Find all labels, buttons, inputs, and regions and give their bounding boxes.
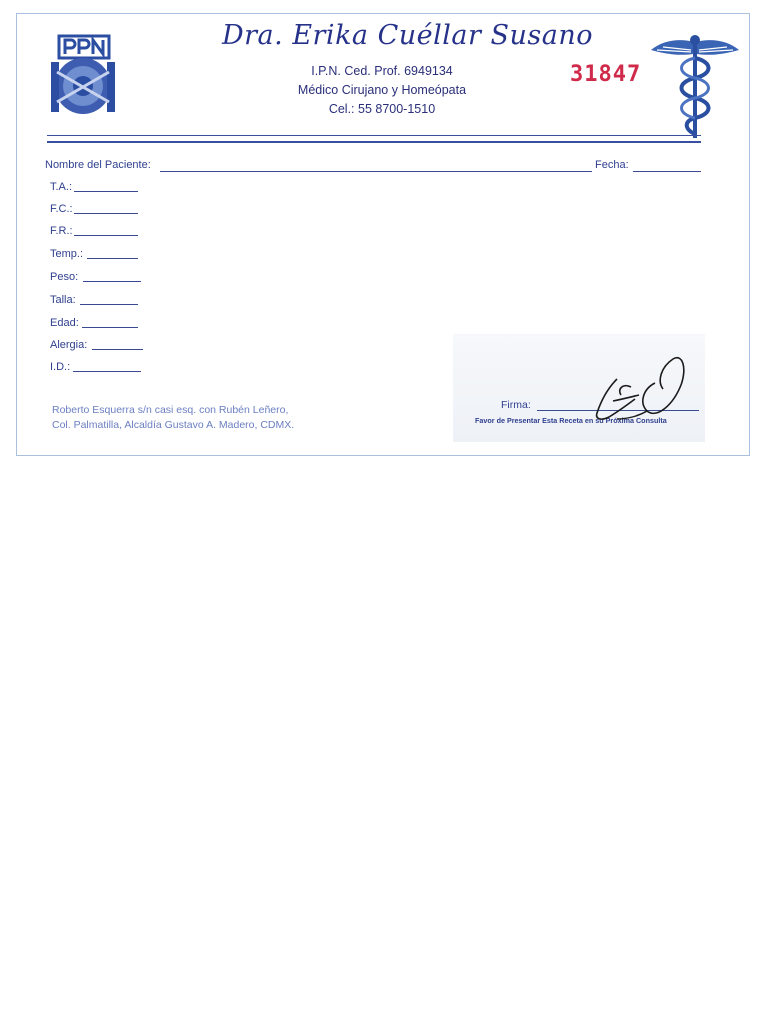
phone-number: Cel.: 55 8700-1510 (328, 102, 436, 116)
patient-name-line[interactable] (160, 171, 592, 172)
vital-label-id: I.D.: (50, 361, 71, 373)
caduceus-icon (649, 28, 741, 142)
vital-label-fr: F.R.: (50, 225, 73, 237)
vital-line-ta[interactable] (74, 191, 138, 192)
next-visit-note: Favor de Presentar Esta Receta en su Próxima Consulta (475, 416, 667, 425)
address-line-2: Col. Palmatilla, Alcaldía Gustavo A. Madero, CDMX. (52, 419, 295, 431)
vital-line-temp[interactable] (87, 258, 138, 259)
ipn-seal-icon (47, 32, 119, 118)
vital-label-ta: T.A.: (50, 181, 73, 193)
doctor-name: Dra. Erika Cuéllar Susano (222, 20, 593, 51)
address-line-1: Roberto Esquerra s/n casi esq. con Rubén Leñero, (52, 404, 289, 416)
vital-line-peso[interactable] (83, 281, 141, 282)
vital-line-talla[interactable] (80, 304, 138, 305)
vital-line-id[interactable] (73, 371, 141, 372)
date-line[interactable] (633, 171, 701, 172)
vital-line-fr[interactable] (74, 235, 138, 236)
vital-line-fc[interactable] (74, 213, 138, 214)
signature-label: Firma: (501, 399, 531, 411)
handwritten-signature (577, 339, 707, 425)
vital-label-fc: F.C.: (50, 203, 73, 215)
header-rule-bottom (47, 141, 701, 143)
prescription-sheet (16, 13, 750, 456)
vital-label-peso: Peso: (50, 271, 79, 283)
folio-number: 31847 (570, 62, 642, 87)
specialty: Médico Cirujano y Homeópata (297, 83, 467, 97)
date-label: Fecha: (595, 159, 629, 171)
vital-label-alergia: Alergia: (50, 339, 88, 351)
patient-name-label: Nombre del Paciente: (45, 159, 151, 171)
vital-label-edad: Edad: (50, 317, 79, 329)
vital-label-talla: Talla: (50, 294, 76, 306)
vital-line-edad[interactable] (82, 327, 138, 328)
header-rule-top (47, 135, 701, 136)
vital-line-alergia[interactable] (92, 349, 143, 350)
professional-id: I.P.N. Ced. Prof. 6949134 (311, 64, 453, 78)
vital-label-temp: Temp.: (50, 248, 84, 260)
